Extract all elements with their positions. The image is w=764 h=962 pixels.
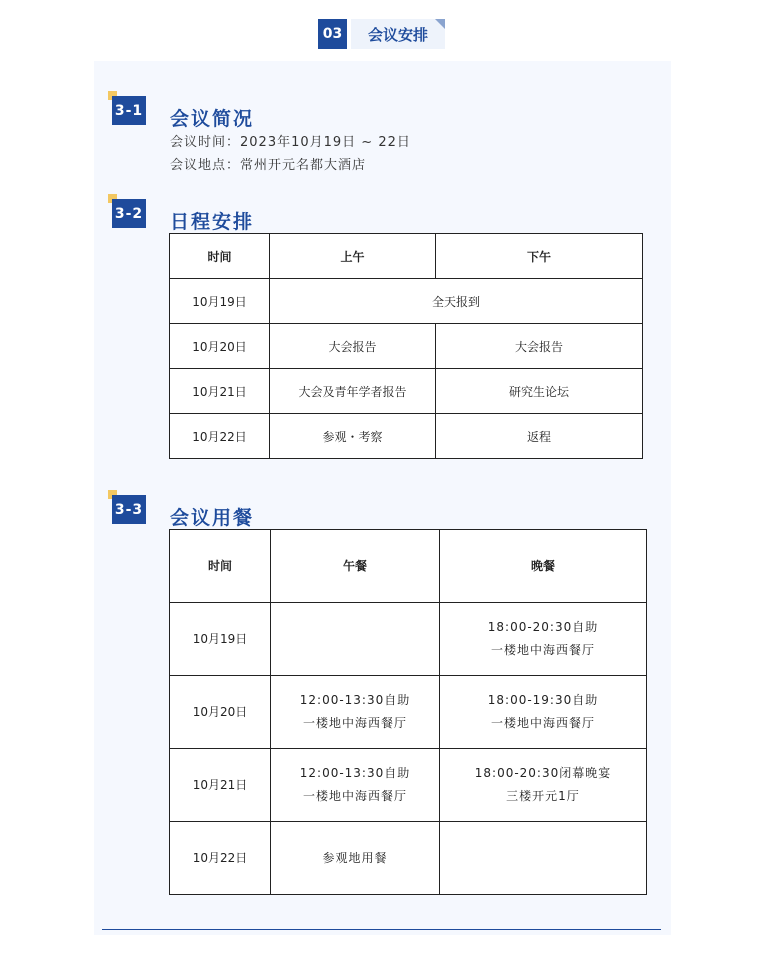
lunch-line: 一楼地中海西餐厅 <box>302 789 407 803</box>
dinner-cell <box>440 822 647 895</box>
table-row <box>170 749 647 822</box>
header-cell: 时间 <box>170 234 270 279</box>
am-cell: 参观・考察 <box>270 414 436 459</box>
table-row <box>170 414 643 459</box>
lunch-cell <box>271 603 440 676</box>
header-cell: 下午 <box>436 234 643 279</box>
pm-cell: 大会报告 <box>436 324 643 369</box>
date-cell: 10月20日 <box>170 676 271 749</box>
lunch-line: 12:00-13:30自助 <box>299 693 411 707</box>
table-row <box>170 369 643 414</box>
header-cell: 午餐 <box>271 530 440 603</box>
dinner-cell <box>440 676 647 749</box>
am-cell: 大会报告 <box>270 324 436 369</box>
table-row <box>170 279 643 324</box>
dinner-line: 18:00-20:30自助 <box>487 620 599 634</box>
lunch-line: 参观地用餐 <box>322 850 388 865</box>
dinner-line: 三楼开元1厅 <box>506 789 580 803</box>
schedule-table <box>169 233 643 459</box>
badge-number: 3-3 <box>112 495 146 524</box>
overview-title: 会议简况 <box>170 108 255 130</box>
lunch-cell <box>271 749 440 822</box>
section-number: 03 <box>318 19 347 49</box>
date-cell: 10月19日 <box>170 603 271 676</box>
date-cell: 10月19日 <box>170 279 270 324</box>
meeting-place: 会议地点：常州开元名都大酒店 <box>170 158 367 173</box>
date-cell: 10月21日 <box>170 749 271 822</box>
schedule-title: 日程安排 <box>170 211 255 233</box>
meeting-time: 会议时间：2023年10月19日 ~ 22日 <box>170 135 411 150</box>
date-cell: 10月22日 <box>170 822 271 895</box>
date-cell: 10月20日 <box>170 324 270 369</box>
table-row <box>170 676 647 749</box>
dinner-cell <box>440 603 647 676</box>
pm-cell: 研究生论坛 <box>436 369 643 414</box>
section-badge-3-2 <box>108 194 148 234</box>
section-title: 会议安排 <box>351 19 445 49</box>
lunch-cell <box>271 822 440 895</box>
table-row <box>170 324 643 369</box>
table-header-row <box>170 234 643 279</box>
bottom-divider <box>102 929 661 930</box>
badge-number: 3-1 <box>112 96 146 125</box>
dinner-line: 一楼地中海西餐厅 <box>490 643 595 657</box>
section-badge-3-1 <box>108 91 148 131</box>
table-row <box>170 603 647 676</box>
dinner-line: 18:00-19:30自助 <box>487 693 599 707</box>
badge-number: 3-2 <box>112 199 146 228</box>
header-cell: 时间 <box>170 530 271 603</box>
lunch-line: 一楼地中海西餐厅 <box>302 716 407 730</box>
dinner-cell <box>440 749 647 822</box>
corner-triangle-icon <box>435 19 445 29</box>
full-day-cell: 全天报到 <box>270 279 643 324</box>
pm-cell: 返程 <box>436 414 643 459</box>
date-cell: 10月21日 <box>170 369 270 414</box>
dinner-line: 18:00-20:30闭幕晚宴 <box>474 766 612 780</box>
meals-title: 会议用餐 <box>170 507 255 529</box>
am-cell: 大会及青年学者报告 <box>270 369 436 414</box>
lunch-line: 12:00-13:30自助 <box>299 766 411 780</box>
meals-table <box>169 529 647 895</box>
table-header-row <box>170 530 647 603</box>
lunch-cell <box>271 676 440 749</box>
section-badge-3-3 <box>108 490 148 530</box>
date-cell: 10月22日 <box>170 414 270 459</box>
table-row <box>170 822 647 895</box>
header-cell: 晚餐 <box>440 530 647 603</box>
header-cell: 上午 <box>270 234 436 279</box>
dinner-line: 一楼地中海西餐厅 <box>490 716 595 730</box>
